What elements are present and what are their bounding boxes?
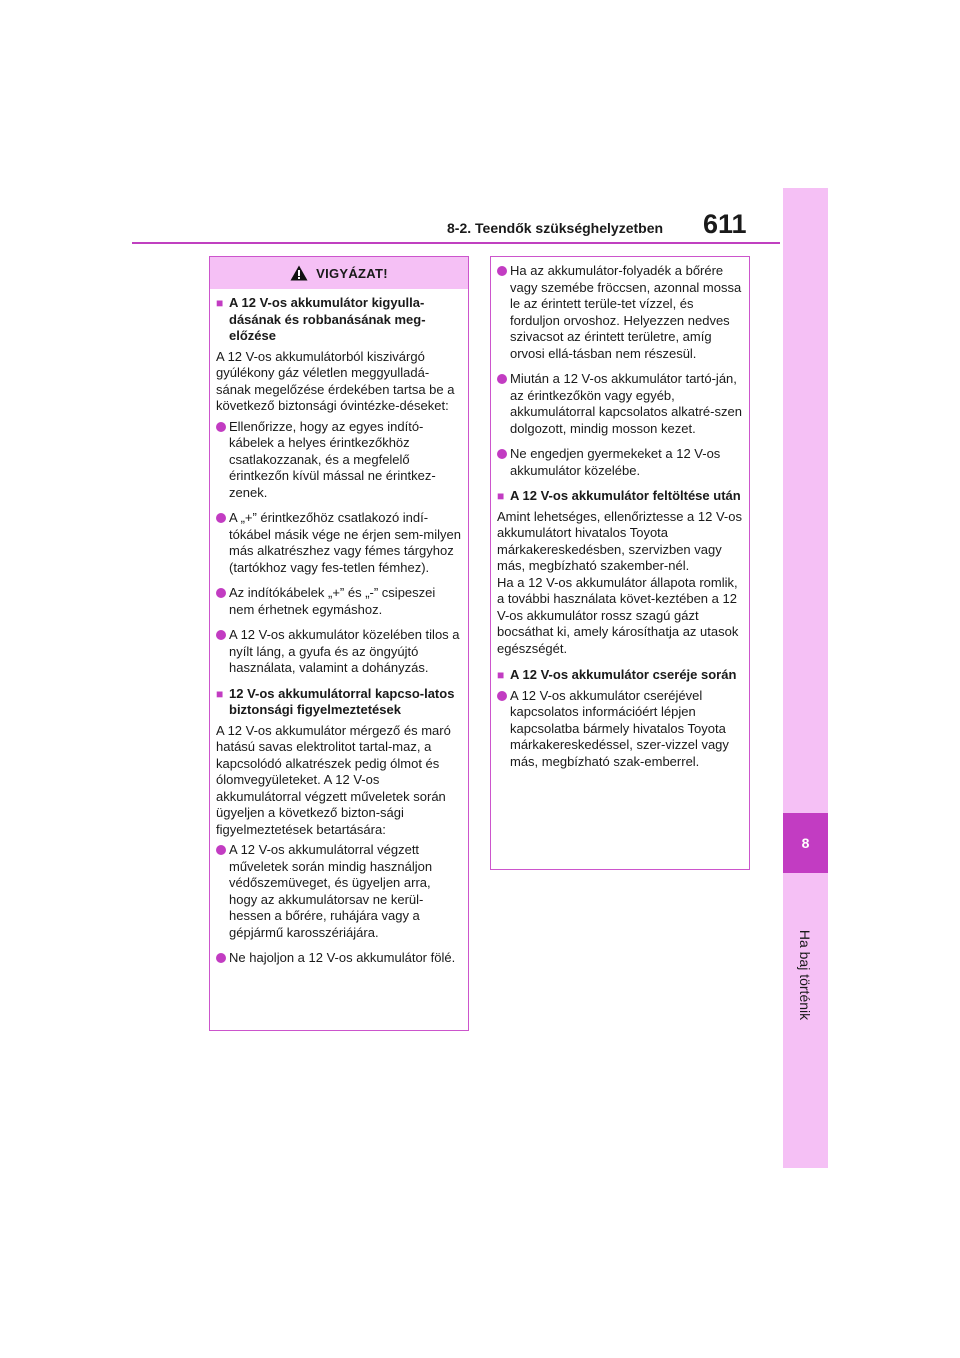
section-text: Amint lehetséges, ellenőriztesse a 12 V-os akkumulátort hivatalos Toyota márkakereskedésben, szervizben vagy más, megbízható szakember-nél. <box>497 508 742 573</box>
section-text: Ha a 12 V-os akkumulátor állapota romlik, a további használata követ-keztében a 12 V-os akkumulátor rossz szagú gázt bocsáthat ki, amely károsíthatja az utasok egészségét. <box>497 574 739 656</box>
bullet-dot-icon <box>216 845 226 855</box>
side-tab <box>783 188 828 1168</box>
page-number: 611 <box>703 209 747 239</box>
warning-header <box>210 257 468 289</box>
bullet-dot-icon <box>216 422 226 432</box>
list-item: Ne hajoljon a 12 V-os akkumulátor fölé. <box>216 950 462 967</box>
bullet-dot-icon <box>497 449 507 459</box>
chapter-title: Ha baj történik <box>797 929 813 1021</box>
list-item: A „+” érintkezőhöz csatlakozó indí-tókábel másik vége ne érjen sem-milyen más alkatrészhez vagy fémes tárgyhoz (tartókhoz vagy fes-tetlen fémhez). <box>216 510 462 576</box>
square-bullet-icon: ■ <box>216 686 224 701</box>
section-heading: ■ A 12 V-os akkumulátor kigyulla-dásának és robbanásának meg-előzése <box>216 295 426 343</box>
bullet-dot-icon <box>497 691 507 701</box>
list-item: A 12 V-os akkumulátorral végzett műveletek során mindig használjon védőszemüveget, és ügyeljen arra, hogy az akkumulátorsav ne kerül-hessen a bőrére, ruhájára vagy a gépjármű karosszériájára. <box>216 842 462 941</box>
list-item: A 12 V-os akkumulátor közelében tilos a nyílt láng, a gyufa és az öngyújtó használata, valamint a dohányzás. <box>216 627 462 677</box>
list-item: Ellenőrizze, hogy az egyes indító-kábelek a helyes érintkezőkhöz csatlakozzanak, és a megfelelő érintkezőn kívül mással ne érintkez-zenek. <box>216 419 462 502</box>
warning-title: VIGYÁZAT! <box>316 265 388 281</box>
bullet-dot-icon <box>497 374 507 384</box>
section-intro: A 12 V-os akkumulátor mérgező és maró hatású savas elektrolitot tartal-maz, a kapcsolódó alkatrészek pedig ólmot és ólomvegyületeket. A 12 V-os akkumulátorral végzett műveletek során ügyeljen a következő bizton-sági figyelmeztetések betartására: <box>216 722 451 837</box>
section-heading: ■ A 12 V-os akkumulátor feltöltése után <box>497 488 741 503</box>
section-title: 8-2. Teendők szükséghelyzetben <box>447 220 664 236</box>
warning-box <box>209 256 469 1031</box>
list-item: Az indítókábelek „+” és „-” csipeszei nem érhetnek egymáshoz. <box>216 585 462 618</box>
warning-triangle-icon <box>290 265 308 281</box>
list-item: Ne engedjen gyermekeket a 12 V-os akkumulátor közelébe. <box>497 446 743 479</box>
bullet-dot-icon <box>497 266 507 276</box>
bullet-dot-icon <box>216 953 226 963</box>
square-bullet-icon: ■ <box>497 489 505 503</box>
section-heading: ■ A 12 V-os akkumulátor cseréje során <box>497 667 737 682</box>
list-item: Ha az akkumulátor-folyadék a bőrére vagy szemébe fröccsen, azonnal mossa le az érintett terüle-tet vízzel, és forduljon orvoshoz. Helyezzen nedves szivacsot az érintett területre, amíg orvosi ellá-tásban nem részesül. <box>497 263 743 362</box>
chapter-number: 8 <box>801 835 810 851</box>
bullet-dot-icon <box>216 588 226 598</box>
list-item: Miután a 12 V-os akkumulátor tartó-ján, az érintkezőkön vagy egyéb, akkumulátorral kapcsolatos alkatré-szen dolgozott, mindig mosson kezet. <box>497 371 743 437</box>
bullet-dot-icon <box>216 630 226 640</box>
bullet-dot-icon <box>216 513 226 523</box>
warning-box-continued <box>490 256 750 870</box>
chapter-number-box <box>783 813 828 873</box>
section-intro: A 12 V-os akkumulátorból kiszivárgó gyúlékony gáz véletlen meggyulladá-sának megelőzése érdekében tartsa be a következő biztonsági óvintézke-déseket: <box>216 348 455 413</box>
square-bullet-icon: ■ <box>216 296 224 310</box>
square-bullet-icon: ■ <box>497 668 505 682</box>
list-item: A 12 V-os akkumulátor cseréjével kapcsolatos információért lépjen kapcsolatba bármely hivatalos Toyota márkakereskedéssel, szer-vizzel vagy más, megbízható szak-emberrel. <box>497 688 743 771</box>
section-heading: ■ 12 V-os akkumulátorral kapcso-latos biztonsági figyelmeztetések <box>216 685 455 717</box>
header-rule <box>132 242 780 244</box>
